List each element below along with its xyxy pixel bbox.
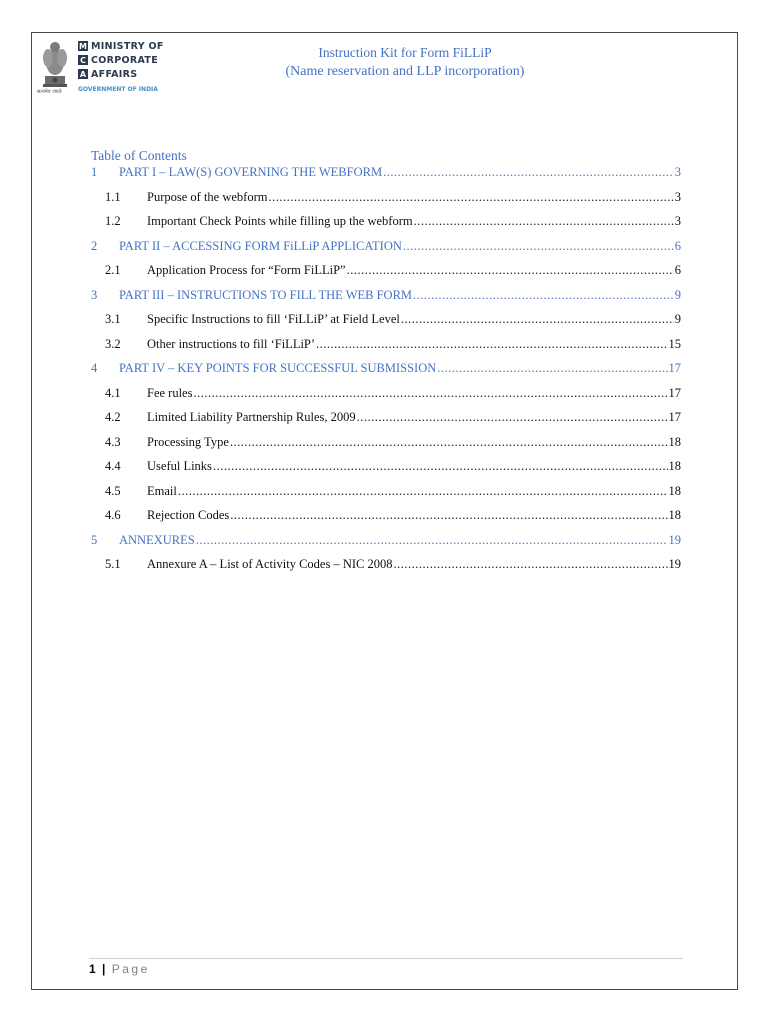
toc-entry-page: 18 bbox=[668, 508, 681, 522]
toc-entry-title: Useful Links bbox=[147, 459, 212, 473]
toc-entry[interactable] bbox=[91, 288, 681, 313]
toc-entry[interactable] bbox=[91, 214, 681, 239]
footer-page-label: Page bbox=[111, 962, 150, 976]
ministry-logo bbox=[37, 38, 177, 98]
toc-entry[interactable] bbox=[91, 508, 681, 533]
footer-page-number: 1 bbox=[89, 962, 96, 976]
toc-entry-number: 4 bbox=[91, 361, 98, 375]
toc-entry-number: 3.1 bbox=[105, 312, 121, 326]
toc-entry-page: 9 bbox=[674, 287, 681, 302]
toc-entry[interactable] bbox=[91, 361, 681, 386]
toc-dot-leader bbox=[230, 508, 667, 523]
toc-entry-number: 1.2 bbox=[105, 214, 121, 228]
toc-dot-leader bbox=[230, 435, 668, 450]
toc-entry-page: 18 bbox=[668, 434, 681, 449]
toc-entry-number: 3 bbox=[91, 287, 98, 302]
toc-dot-leader bbox=[414, 214, 674, 229]
toc-dot-leader bbox=[213, 459, 668, 474]
national-emblem-icon bbox=[37, 38, 73, 96]
toc-entry-page: 3 bbox=[674, 165, 681, 179]
toc-entry-title: Specific Instructions to fill ‘FiLLiP’ at Field Level bbox=[147, 312, 400, 326]
document-title: Instruction Kit for Form FiLLiP bbox=[318, 45, 492, 60]
toc-entry-number: 5 bbox=[91, 532, 98, 547]
toc-entry-number: 5.1 bbox=[105, 557, 121, 571]
toc-entry-title: Purpose of the webform bbox=[147, 189, 268, 204]
toc-entry-page: 17 bbox=[668, 361, 681, 375]
toc-entry-title: Limited Liability Partnership Rules, 2009 bbox=[147, 410, 356, 424]
toc-entry-page: 9 bbox=[674, 312, 681, 326]
toc-entry-number: 4.2 bbox=[105, 410, 121, 424]
toc-entry-title: ANNEXURES bbox=[119, 532, 195, 547]
table-of-contents bbox=[91, 165, 681, 582]
toc-entry[interactable] bbox=[91, 337, 681, 362]
toc-entry[interactable] bbox=[91, 410, 681, 435]
toc-entry-number: 4.4 bbox=[105, 459, 121, 473]
logo-line-affairs bbox=[78, 67, 164, 81]
logo-line-ministry bbox=[78, 39, 164, 53]
toc-entry-page: 3 bbox=[674, 214, 681, 228]
footer-separator: | bbox=[102, 962, 106, 976]
toc-entry-page: 3 bbox=[674, 189, 681, 204]
toc-entry-number: 2.1 bbox=[105, 263, 121, 277]
toc-dot-leader bbox=[196, 533, 668, 548]
toc-entry-page: 18 bbox=[668, 459, 681, 473]
ministry-name bbox=[78, 39, 164, 81]
toc-entry[interactable] bbox=[91, 459, 681, 484]
toc-entry[interactable] bbox=[91, 484, 681, 509]
toc-entry-number: 1 bbox=[91, 165, 98, 179]
toc-entry[interactable] bbox=[91, 239, 681, 264]
toc-entry[interactable] bbox=[91, 190, 681, 215]
toc-dot-leader bbox=[347, 263, 674, 278]
toc-dot-leader bbox=[393, 557, 667, 572]
toc-entry[interactable] bbox=[91, 312, 681, 337]
logo-letter-m: M bbox=[79, 41, 87, 51]
logo-line-corporate bbox=[78, 53, 164, 67]
toc-entry-title: Other instructions to fill ‘FiLLiP’ bbox=[147, 336, 316, 351]
toc-entry-title: Important Check Points while filling up the webform bbox=[147, 214, 413, 228]
toc-entry-title: Rejection Codes bbox=[147, 508, 230, 522]
toc-entry-number: 2 bbox=[91, 238, 98, 253]
toc-entry-number: 4.3 bbox=[105, 434, 121, 449]
toc-dot-leader bbox=[437, 361, 667, 376]
toc-entry-title: Application Process for “Form FiLLiP” bbox=[147, 263, 346, 277]
toc-entry-title: PART IV – KEY POINTS FOR SUCCESSFUL SUBMISSION bbox=[119, 361, 437, 375]
toc-dot-leader bbox=[316, 337, 667, 352]
toc-entry-number: 4.6 bbox=[105, 508, 121, 522]
government-of-india-label: GOVERNMENT OF INDIA bbox=[78, 86, 158, 93]
emblem-caption: सत्यमेव जयते bbox=[37, 89, 62, 95]
toc-entry-title: PART I – LAW(S) GOVERNING THE WEBFORM bbox=[119, 165, 383, 179]
toc-entry-number: 4.5 bbox=[105, 483, 121, 498]
toc-entry-page: 15 bbox=[668, 336, 681, 351]
toc-entry[interactable] bbox=[91, 386, 681, 411]
toc-entry-page: 19 bbox=[668, 532, 681, 547]
toc-entry[interactable] bbox=[91, 557, 681, 582]
toc-entry-page: 6 bbox=[674, 238, 681, 253]
toc-entry-title: Annexure A – List of Activity Codes – NIC 2008 bbox=[147, 557, 393, 571]
toc-entry-title: Processing Type bbox=[147, 434, 229, 449]
logo-letter-c: C bbox=[78, 55, 88, 65]
page-footer bbox=[89, 962, 150, 976]
toc-dot-leader bbox=[268, 190, 673, 205]
toc-heading: Table of Contents bbox=[91, 148, 187, 163]
toc-dot-leader bbox=[401, 312, 674, 327]
toc-entry-number: 3.2 bbox=[105, 336, 121, 351]
footer-divider bbox=[89, 958, 683, 959]
toc-entry-page: 18 bbox=[668, 483, 681, 498]
toc-entry[interactable] bbox=[91, 435, 681, 460]
toc-dot-leader bbox=[357, 410, 668, 425]
toc-entry-title: PART II – ACCESSING FORM FiLLiP APPLICATION bbox=[119, 238, 402, 253]
toc-entry-page: 17 bbox=[668, 385, 681, 400]
toc-entry[interactable] bbox=[91, 533, 681, 558]
toc-entry-page: 6 bbox=[674, 263, 681, 277]
toc-dot-leader bbox=[413, 288, 674, 303]
document-subtitle: (Name reservation and LLP incorporation) bbox=[285, 64, 525, 79]
logo-word-affairs: AFFAIRS bbox=[91, 68, 138, 80]
toc-dot-leader bbox=[178, 484, 668, 499]
toc-dot-leader bbox=[193, 386, 667, 401]
logo-word-ministry: MINISTRY OF bbox=[91, 40, 164, 52]
logo-letter-a: A bbox=[79, 69, 87, 79]
toc-entry[interactable] bbox=[91, 165, 681, 190]
toc-entry-number: 4.1 bbox=[105, 385, 121, 400]
toc-entry-title: Fee rules bbox=[147, 385, 193, 400]
toc-entry-page: 19 bbox=[668, 557, 681, 571]
toc-dot-leader bbox=[403, 239, 674, 254]
toc-entry[interactable] bbox=[91, 263, 681, 288]
toc-entry-title: PART III – INSTRUCTIONS TO FILL THE WEB FORM bbox=[119, 287, 413, 302]
toc-entry-page: 17 bbox=[668, 410, 681, 424]
toc-entry-title: Email bbox=[147, 483, 177, 498]
toc-entry-number: 1.1 bbox=[105, 189, 121, 204]
logo-word-corporate: CORPORATE bbox=[91, 54, 159, 66]
toc-dot-leader bbox=[383, 165, 674, 180]
